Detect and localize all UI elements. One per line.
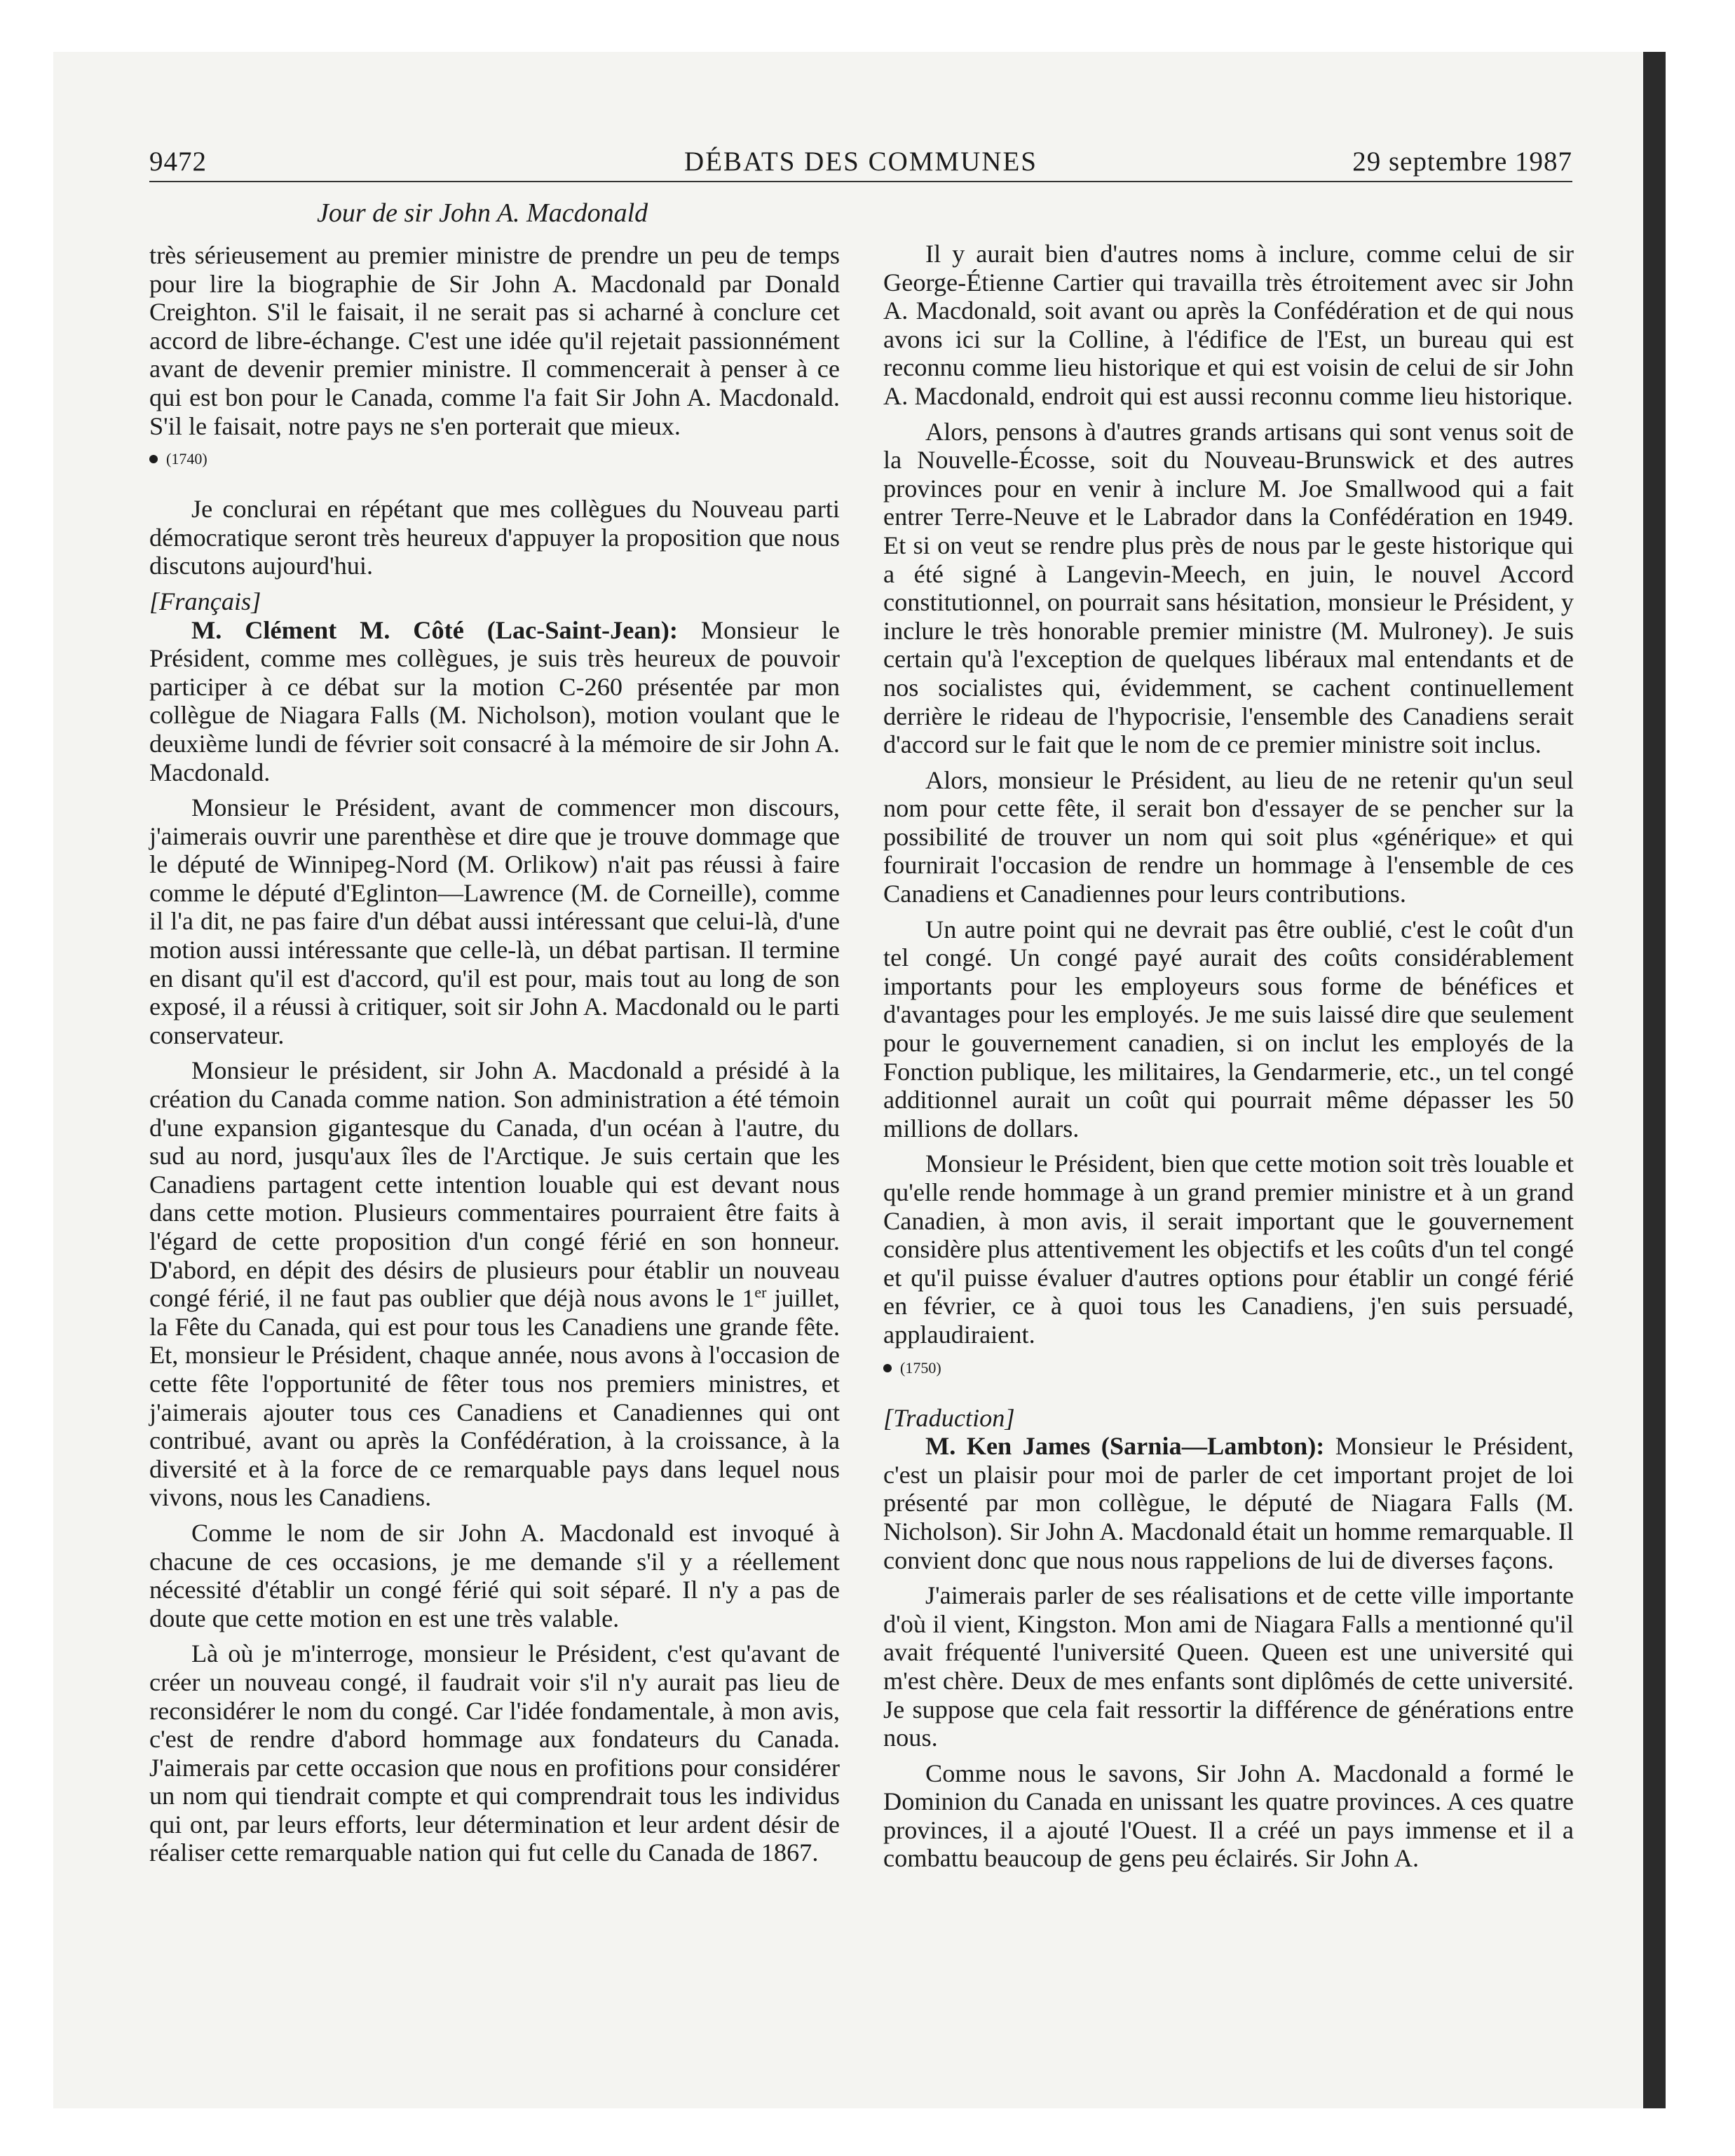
time-marker (149, 449, 840, 470)
bullet-icon (883, 1364, 892, 1372)
speech-text: Monsieur le Président, comme mes collègues, je suis très heureux de pouvoir participer à ce débat sur la motion C-260 présentée par mon collègue de Niagara Falls (M. Nicholson), motion voulant que le deuxième lundi de février soit consacré à la mémoire de sir John A. Macdonald. (149, 615, 840, 786)
language-tag: [Traduction] (883, 1403, 1015, 1432)
scan-edge-bar (1643, 52, 1666, 2108)
bullet-icon (149, 455, 158, 463)
paragraph: Monsieur le Président, avant de commencer mon discours, j'aimerais ouvrir une parenthèse et dire que je trouve dommage que le député de Winnipeg-Nord (M. Orlikow) n'ait pas réussi à faire comme le député d'Eglinton—Lawrence (M. de Corneille), comme il l'a dit, ne pas faire d'un débat aussi intéressant que celui-là, d'une motion aussi intéressante que celle-là, un débat partisan. Il termine en disant qu'il est d'accord, qu'il est pour, mais tout au long de son exposé, il a réussi à critiquer, soit sir John A. Macdonald ou le parti conservateur. (149, 793, 840, 1049)
language-tag: [Français] (149, 587, 261, 615)
header-date: 29 septembre 1987 (1352, 146, 1572, 177)
paragraph-text: juillet, la Fête du Canada, qui est pour tous les Canadiens une grande fête. Et, monsieur le Président, chaque année, nous avons à l'occasion de cette fête l'opportunité de fêter tous nos premiers ministres, et j'aimerais ajouter tous ces Canadiens et Canadiennes qui ont contribué, avant ou après la Confédération, à la croissance, à la diversité et à la force de ce remarquable pays dans lequel nous vivons, nous les Canadiens. (149, 1284, 840, 1512)
header-rule (149, 181, 1572, 182)
paragraph: Monsieur le Président, bien que cette motion soit très louable et qu'elle rende hommage à un grand premier ministre et à un grand Canadien, à mon avis, il serait important que le gouvernement considère plus attentivement les objectifs et les coûts d'un tel congé et qu'il puisse évaluer d'autres options pour établir un congé férié en février, ce à quoi tous les Canadiens, j'en suis persuadé, applaudiraient. (883, 1149, 1574, 1349)
page-number: 9472 (149, 146, 207, 177)
paragraph-text: Monsieur le président, sir John A. Macdonald a présidé à la création du Canada comme nation. Son administration a été témoin d'une expansion gigantesque du Canada, d'un océan à l'autre, du sud au nord, jusqu'aux îles de l'Arctique. Je suis certain que les Canadiens partagent cette intention louable qui est devant nous dans cette motion. Plusieurs commentaires pourraient être faits à l'égard de cette proposition d'un congé férié en son honneur. D'abord, en dépit des désirs de plusieurs pour établir un nouveau congé férié, il ne faut pas oublier que déjà nous avons le 1 (149, 1056, 840, 1313)
paragraph: Il y aurait bien d'autres noms à inclure, comme celui de sir George-Étienne Cartier qui travailla très étroitement avec sir John A. Macdonald, soit avant ou après la Confédération et de qui nous avons ici sur la Colline, à l'édifice de l'Est, un bureau qui est reconnu comme lieu historique et qui est voisin de celui de sir John A. Macdonald, endroit qui est aussi reconnu comme lieu historique. (883, 240, 1574, 410)
paragraph: J'aimerais parler de ses réalisations et de cette ville importante d'où il vient, Kingston. Mon ami de Niagara Falls a mentionné qu'il avait fréquenté l'université Queen. Queen est une université qui m'est chère. Deux de mes enfants sont diplômés de cette université. Je suppose que cela fait ressortir la différence de générations entre nous. (883, 1581, 1574, 1752)
speech-paragraph (149, 616, 840, 787)
timestamp: (1750) (900, 1358, 941, 1377)
page-header (149, 146, 1572, 182)
speaker-name: M. Clément M. Côté (Lac-Saint-Jean): (191, 615, 678, 644)
time-marker (883, 1358, 1574, 1379)
paragraph: Alors, monsieur le Président, au lieu de ne retenir qu'un seul nom pour cette fête, il serait bon d'essayer de se pencher sur la possibilité de trouver un nom qui soit plus «générique» et qui fournirait l'occasion de rendre un hommage à l'ensemble de ces Canadiens et Canadiennes pour leurs contributions. (883, 765, 1574, 908)
paragraph: Je conclurai en répétant que mes collègues du Nouveau parti démocratique seront très heureux d'appuyer la proposition que nous discutons aujourd'hui. (149, 495, 840, 580)
paragraph (149, 1056, 840, 1512)
publication-title: DÉBATS DES COMMUNES (684, 146, 1037, 177)
timestamp: (1740) (166, 450, 207, 468)
paragraph: Comme nous le savons, Sir John A. Macdonald a formé le Dominion du Canada en unissant les quatre provinces. A ces quatre provinces, il a ajouté l'Ouest. Il a créé un pays immense et il a combattu beaucoup de gens peu éclairés. Sir John A. (883, 1759, 1574, 1873)
running-title: Jour de sir John A. Macdonald (317, 198, 648, 228)
left-column (149, 241, 840, 1867)
paragraph: Là où je m'interroge, monsieur le Président, c'est qu'avant de créer un nouveau congé, il faudrait voir s'il n'y aurait pas lieu de reconsidérer le nom du congé. Car l'idée fondamentale, à mon avis, c'est de rendre d'abord hommage aux fondateurs du Canada. J'aimerais par cette occasion que nous en profitions pour considérer un nom qui tiendrait compte et qui comprendrait tous les individus qui ont, par leurs efforts, leur détermination et leur ardent désir de réaliser cette remarquable nation qui fut celle du Canada de 1867. (149, 1639, 840, 1867)
paragraph: très sérieusement au premier ministre de prendre un peu de temps pour lire la biographie de Sir John A. Macdonald par Donald Creighton. S'il le faisait, il ne serait pas si acharné à conclure cet accord de libre-échange. C'est une idée qu'il rejetait passionnément avant de devenir premier ministre. Il commencerait à penser à ce qui est bon pour le Canada, comme l'a fait Sir John A. Macdonald. S'il le faisait, notre pays ne s'en porterait que mieux. (149, 241, 840, 440)
speech-paragraph (883, 1432, 1574, 1574)
ordinal-suffix: er (754, 1283, 767, 1302)
right-column (883, 240, 1574, 1873)
speaker-name: M. Ken James (Sarnia—Lambton): (925, 1432, 1325, 1461)
paragraph: Comme le nom de sir John A. Macdonald est invoqué à chacune de ces occasions, je me demande s'il y a réellement nécessité d'établir un congé férié qui soit séparé. Il n'y a pas de doute que cette motion en est une très valable. (149, 1518, 840, 1632)
paragraph: Un autre point qui ne devrait pas être oublié, c'est le coût d'un tel congé. Un congé payé aurait des coûts considérablement importants pour les employeurs sous forme de bénéfices et d'avantages pour les employés. Je me suis laissé dire que seulement pour le gouvernement canadien, si on inclut les employés de la Fonction publique, les militaires, la Gendarmerie, etc., un tel congé additionnel aurait un coût qui pourrait même dépasser les 50 millions de dollars. (883, 915, 1574, 1142)
speech-text: Monsieur le Président, c'est un plaisir pour moi de parler de cet important projet de loi présenté par mon collègue, le député de Niagara Falls (M. Nicholson). Sir John A. Macdonald était un homme remarquable. Il convient donc que nous nous rappelions de lui de diverses façons. (883, 1432, 1574, 1574)
paragraph: Alors, pensons à d'autres grands artisans qui sont venus soit de la Nouvelle-Écosse, soit du Nouveau-Brunswick et des autres provinces pour en venir à inclure M. Joe Smallwood qui a fait entrer Terre-Neuve et le Labrador dans la Confédération en 1949. Et si on veut se rendre plus près de nous par le geste historique qui a été signé à Langevin-Meech, en juin, le nouvel Accord constitutionnel, on pourrait sans hésitation, monsieur le Président, y inclure le très honorable premier ministre (M. Mulroney). Je suis certain qu'à l'exception de quelques libéraux mal entendants et de nos socialistes qui, évidemment, se cachent continuellement derrière le rideau de l'hypocrisie, l'ensemble des Canadiens serait d'accord sur le fait que le nom de ce premier ministre soit inclus. (883, 417, 1574, 759)
